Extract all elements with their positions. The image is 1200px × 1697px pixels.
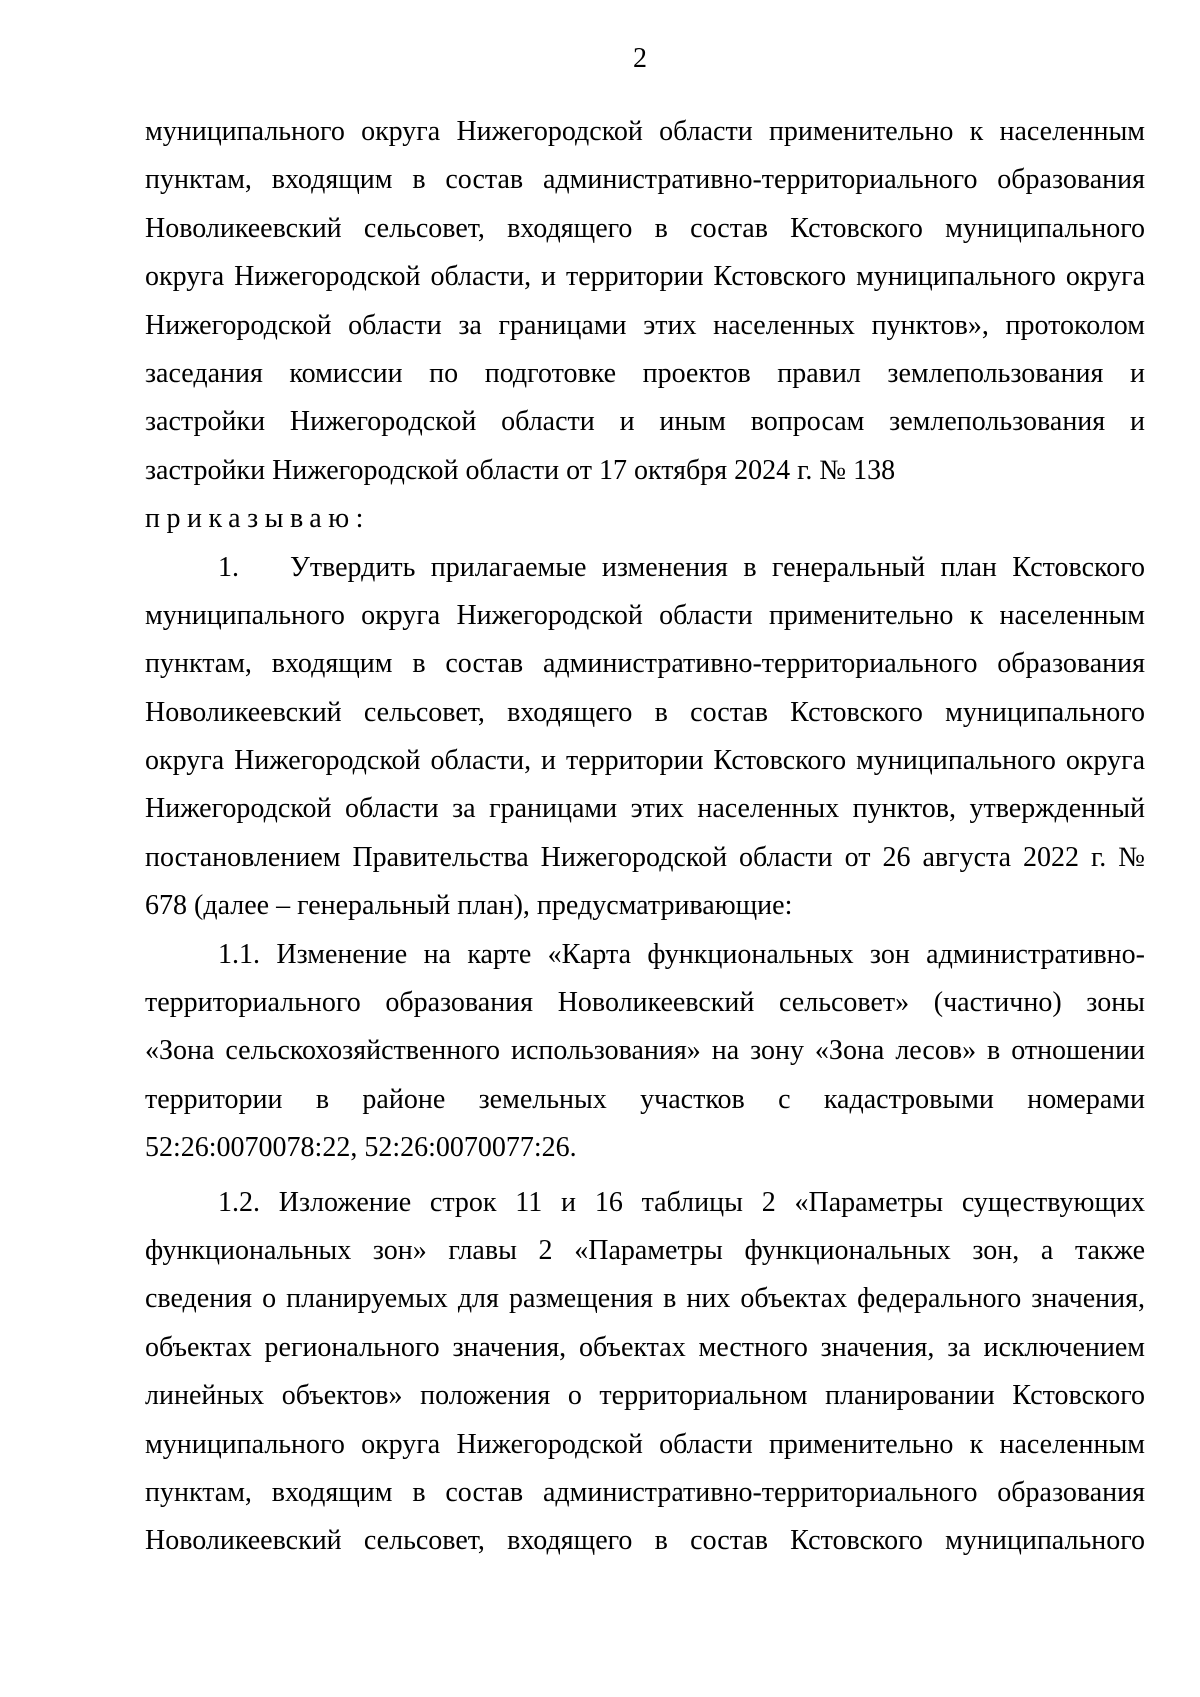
item-1-first-line-text: Утвердить прилагаемые изменения в генеральный план Кстовского — [290, 551, 1145, 583]
text-line: округа Нижегородской области, и территории Кстовского муниципального округа — [145, 745, 1145, 777]
page-number: 2 — [633, 43, 647, 74]
text-line: 52:26:0070078:22, 52:26:0070077:26. — [145, 1132, 577, 1164]
text-line: «Зона сельскохозяйственного использования» на зону «Зона лесов» в отношении — [145, 1035, 1145, 1067]
text-line: сведения о планируемых для размещения в них объектах федерального значения, — [145, 1283, 1145, 1315]
text-line: 678 (далее – генеральный план), предусматривающие: — [145, 890, 793, 922]
text-line: функциональных зон» главы 2 «Параметры функциональных зон, а также — [145, 1234, 1145, 1266]
text-line: заседания комиссии по подготовке проектов правил землепользования и — [145, 357, 1145, 389]
text-line: объектах регионального значения, объектах местного значения, за исключением — [145, 1331, 1145, 1363]
text-line: муниципального округа Нижегородской области применительно к населенным — [145, 1428, 1145, 1460]
item-1-2-first-line: 1.2. Изложение строк 11 и 16 таблицы 2 «Параметры существующих — [218, 1186, 1145, 1218]
item-1-1-first-line: 1.1. Изменение на карте «Карта функциональных зон административно- — [218, 938, 1145, 970]
text-line: пунктам, входящим в состав административно-территориального образования — [145, 648, 1145, 680]
text-line: постановлением Правительства Нижегородской области от 26 августа 2022 г. № — [145, 841, 1145, 873]
item-1-number: 1. — [218, 551, 239, 583]
text-line: линейных объектов» положения о территориальном планировании Кстовского — [145, 1380, 1145, 1412]
text-line: муниципального округа Нижегородской области применительно к населенным — [145, 116, 1145, 147]
text-line: Новоликеевский сельсовет, входящего в состав Кстовского муниципального — [145, 1525, 1145, 1557]
item-1-first-line — [145, 544, 1145, 592]
document-body — [145, 108, 1145, 1566]
text-line: муниципального округа Нижегородской области применительно к населенным — [145, 599, 1145, 631]
text-line: пунктам, входящим в состав административно-территориального образования — [145, 1476, 1145, 1508]
text-line: Нижегородской области за границами этих населенных пунктов, утвержденный — [145, 793, 1145, 825]
text-line: застройки Нижегородской области от 17 октября 2024 г. № 138 — [145, 454, 896, 486]
text-line: пунктам, входящим в состав административно-территориального образования — [145, 164, 1145, 196]
item-1-2-paragraph — [145, 1179, 1145, 1566]
text-line: Нижегородской области за границами этих населенных пунктов», протоколом — [145, 309, 1145, 341]
text-line: округа Нижегородской области, и территории Кстовского муниципального округа — [145, 261, 1145, 293]
text-line: застройки Нижегородской области и иным вопросам землепользования и — [145, 406, 1145, 438]
text-line: Новоликеевский сельсовет, входящего в состав Кстовского муниципального — [145, 212, 1145, 244]
text-line: территориального образования Новоликеевский сельсовет» (частично) зоны — [145, 987, 1145, 1019]
text-line: территории в районе земельных участков с кадастровыми номерами — [145, 1083, 1145, 1115]
text-line: Новоликеевский сельсовет, входящего в состав Кстовского муниципального — [145, 696, 1145, 728]
order-word: приказываю: — [145, 503, 370, 535]
intro-paragraph — [145, 108, 1145, 495]
item-1-paragraph — [145, 544, 1145, 931]
item-1-1-paragraph — [145, 931, 1145, 1173]
